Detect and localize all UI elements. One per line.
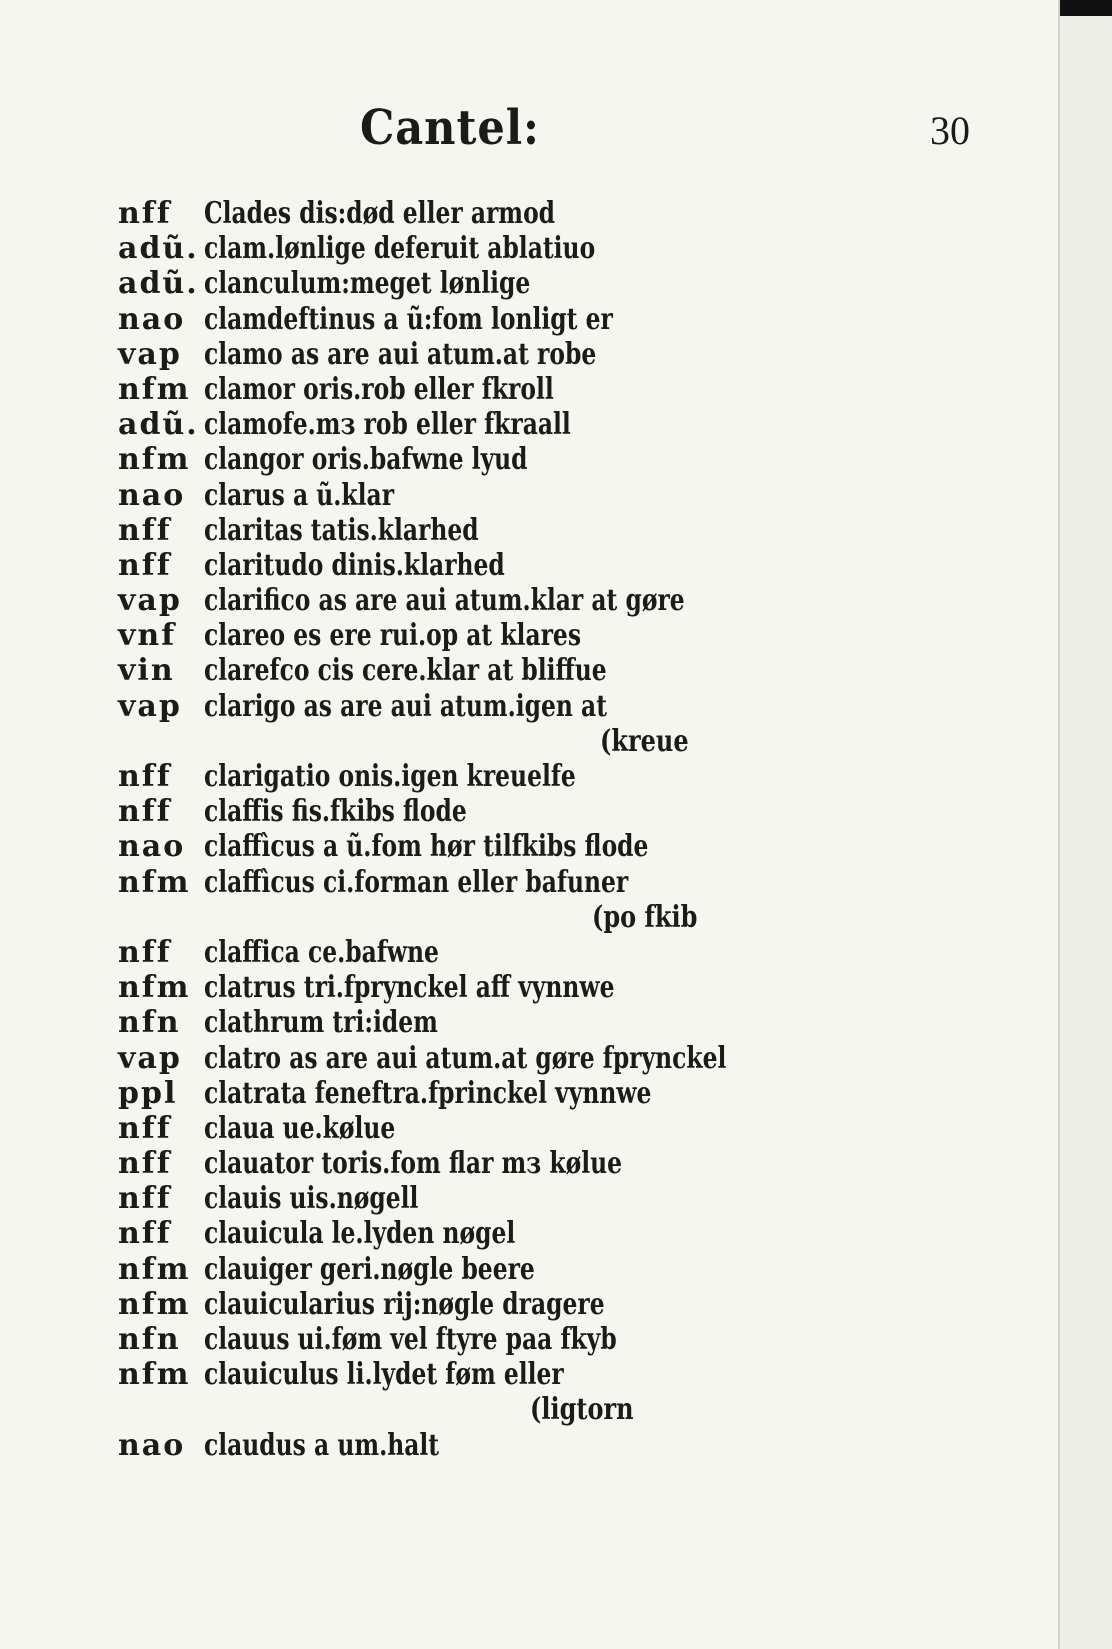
entry-text: Clades dis:død eller armod <box>204 196 556 231</box>
entry-continuation <box>118 900 838 935</box>
entry <box>118 1357 838 1392</box>
continuation-text: (kreue <box>600 723 689 759</box>
grammar-code: nff <box>118 196 172 231</box>
entry <box>118 794 838 829</box>
entry-text: clamo as are aui atum.at robe <box>204 336 597 372</box>
entry-text: clamor oris.rob eller fkroll <box>204 371 554 407</box>
entry <box>118 1076 838 1111</box>
entry <box>118 1005 838 1040</box>
entry-text: clathrum tri:idem <box>204 1005 438 1041</box>
entry <box>118 1181 838 1216</box>
grammar-code: nao <box>118 1427 186 1463</box>
entry-text: clauicularius rij:nøgle dragere <box>204 1286 605 1322</box>
entry-text: clauiger geri.nøgle beere <box>204 1251 535 1287</box>
grammar-code: vnf <box>118 618 177 654</box>
entry-text: claritas tatis.klarhed <box>204 512 479 548</box>
entry <box>118 231 838 266</box>
entry <box>118 302 838 337</box>
grammar-code: nfm <box>118 442 191 478</box>
entry <box>118 970 838 1005</box>
grammar-code: adũ. <box>118 266 199 302</box>
entry-text: clauus ui.føm vel ftyre paa fkyb <box>204 1322 617 1357</box>
grammar-code: vap <box>118 688 182 724</box>
grammar-code: adũ. <box>118 231 199 267</box>
grammar-code: nff <box>118 1181 172 1217</box>
entry <box>118 266 838 301</box>
grammar-code: nff <box>118 547 172 583</box>
entry-text: clarifico as are aui atum.klar at gøre <box>204 583 685 619</box>
grammar-code: vap <box>118 583 182 619</box>
grammar-code: nao <box>118 477 186 513</box>
entry-text: claffis fis.fkibs flode <box>204 794 467 830</box>
entry-continuation <box>118 724 838 759</box>
entry-text: clarigatio onis.igen kreuelfe <box>204 759 576 794</box>
grammar-code: nff <box>118 794 172 830</box>
entry-text: claffìcus ci.forman eller bafuner <box>204 864 629 900</box>
grammar-code: nfm <box>118 371 191 407</box>
grammar-code: vap <box>118 1040 182 1076</box>
dictionary-entries <box>118 196 838 1463</box>
entry-text: claudus a um.halt <box>204 1427 440 1463</box>
entry <box>118 689 838 724</box>
grammar-code: nff <box>118 1146 172 1182</box>
entry-text: clatrata feneftra.fprinckel vynnwe <box>204 1075 652 1111</box>
entry <box>118 513 838 548</box>
grammar-code: nfn <box>118 1322 181 1357</box>
entry-text: clamofe.mз rob eller fkraall <box>204 407 571 443</box>
continuation-text: (ligtorn <box>530 1392 634 1428</box>
entry-text: clamdeftinus a ũ:fom lonligt er <box>204 301 613 337</box>
grammar-code: nao <box>118 829 186 865</box>
continuation-text: (po fkib <box>592 899 698 935</box>
grammar-code: nff <box>118 759 172 794</box>
entry-text: clangor oris.bafwne lyud <box>204 442 528 478</box>
entry-text: clauicula le.lyden nøgel <box>204 1216 516 1252</box>
entry <box>118 1041 838 1076</box>
entry <box>118 1146 838 1181</box>
entry-text: clatrus tri.fprynckel aff vynnwe <box>204 970 615 1006</box>
grammar-code: nfm <box>118 970 191 1006</box>
grammar-code: nfm <box>118 1357 191 1393</box>
corner-mark <box>1060 0 1112 16</box>
entry <box>118 935 838 970</box>
entry-text: clauiculus li.lydet føm eller <box>204 1357 564 1393</box>
entry <box>118 548 838 583</box>
grammar-code: vap <box>118 336 182 372</box>
grammar-code: nfm <box>118 1286 191 1322</box>
page-edge <box>1058 0 1112 1649</box>
grammar-code: adũ. <box>118 407 199 443</box>
grammar-code: nff <box>118 934 172 970</box>
entry <box>118 865 838 900</box>
grammar-code: ppl <box>118 1075 178 1111</box>
entry-text: claffica ce.bafwne <box>204 934 439 970</box>
entry <box>118 337 838 372</box>
entry <box>118 1322 838 1357</box>
entry <box>118 653 838 688</box>
entry-text: clarefco cis cere.klar at bliffue <box>204 653 607 689</box>
entry <box>118 759 838 794</box>
entry-text: claua ue.kølue <box>204 1110 396 1146</box>
entry-text: claffìcus a ũ.fom hør tilfkibs flode <box>204 829 649 865</box>
entry <box>118 407 838 442</box>
entry <box>118 372 838 407</box>
entry <box>118 1216 838 1251</box>
entry <box>118 1287 838 1322</box>
entry <box>118 829 838 864</box>
entry-continuation <box>118 1392 838 1427</box>
grammar-code: nff <box>118 512 172 548</box>
entry <box>118 442 838 477</box>
entry <box>118 1111 838 1146</box>
entry <box>118 1252 838 1287</box>
grammar-code: nff <box>118 1216 172 1252</box>
entry <box>118 478 838 513</box>
entry-text: clam.lønlige deferuit ablatiuo <box>204 231 596 267</box>
grammar-code: nfn <box>118 1005 181 1041</box>
entry <box>118 583 838 618</box>
running-head: Cantel: <box>360 100 540 156</box>
entry-text: clarigo as are aui atum.igen at <box>204 688 608 724</box>
page-number: 30 <box>930 108 970 153</box>
grammar-code: nfm <box>118 864 191 900</box>
grammar-code: nao <box>118 301 186 337</box>
entry <box>118 1428 838 1463</box>
grammar-code: vin <box>118 653 175 689</box>
grammar-code: nfm <box>118 1251 191 1287</box>
entry-text: clanculum:meget lønlige <box>204 266 531 302</box>
entry-text: clatro as are aui atum.at gøre fprynckel <box>204 1040 727 1076</box>
grammar-code: nff <box>118 1110 172 1146</box>
entry-text: clauis uis.nøgell <box>204 1181 419 1217</box>
entry-text: clarus a ũ.klar <box>204 477 395 513</box>
entry-text: clauator toris.fom flar mз kølue <box>204 1146 623 1182</box>
entry-text: claritudo dinis.klarhed <box>204 547 505 583</box>
entry <box>118 196 838 231</box>
entry-text: clareo es ere rui.op at klares <box>204 618 581 654</box>
entry <box>118 618 838 653</box>
